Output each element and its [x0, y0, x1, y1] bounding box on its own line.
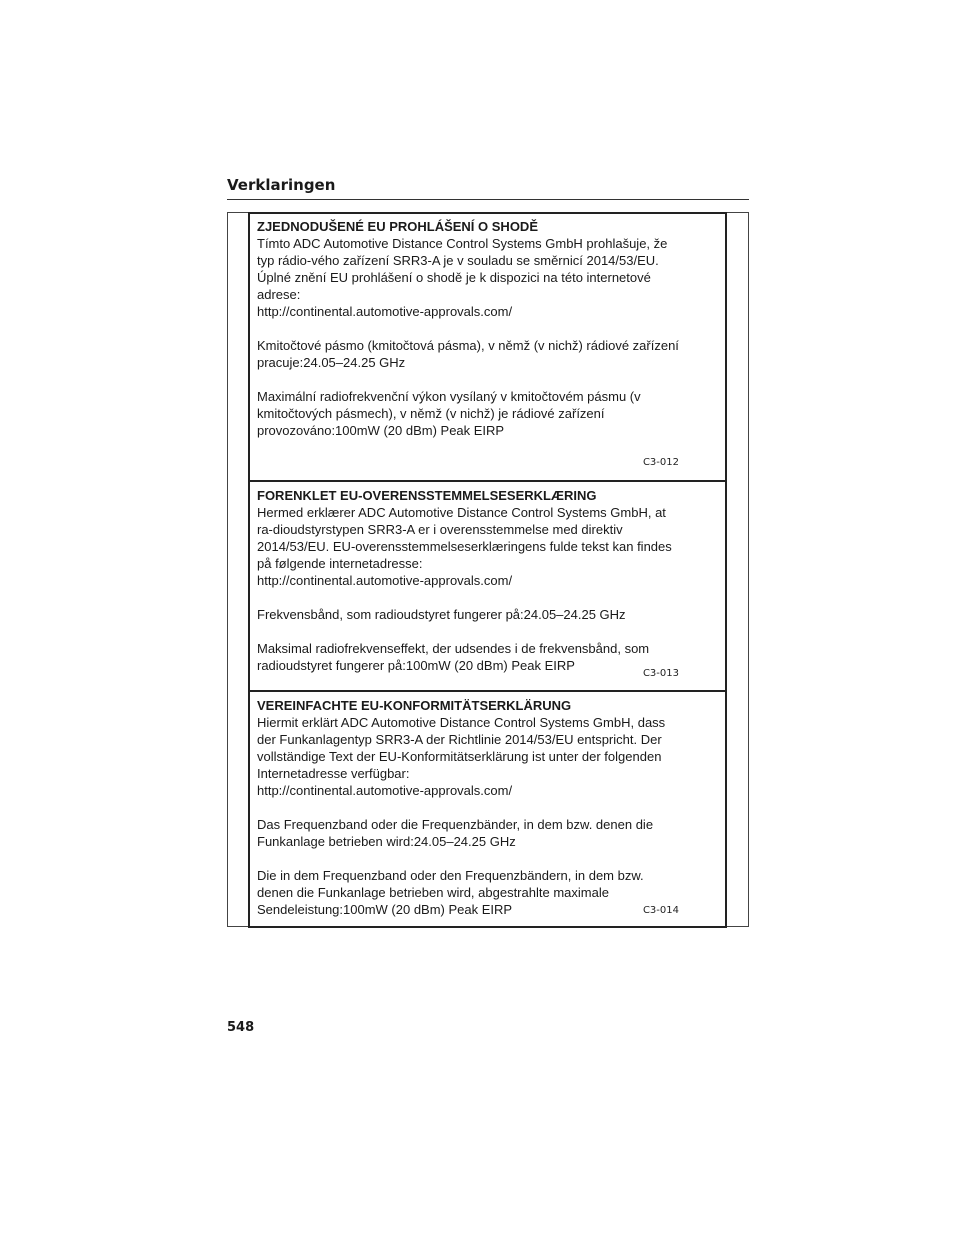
declaration-line: typ rádio-vého zařízení SRR3-A je v souladu se směrnicí 2014/53/EU.	[257, 253, 659, 268]
declaration-block-danish	[250, 480, 725, 690]
paragraph-gap	[257, 799, 697, 816]
declaration-line: Hermed erklærer ADC Automotive Distance Control Systems GmbH, at	[257, 505, 666, 520]
declaration-line: pracuje:24.05–24.25 GHz	[257, 355, 406, 370]
paragraph-gap	[257, 623, 697, 640]
paragraph-gap	[257, 850, 697, 867]
declaration-url: http://continental.automotive-approvals.com/	[257, 304, 513, 319]
title-divider	[227, 199, 749, 200]
declaration-heading: FORENKLET EU-OVERENSSTEMMELSESERKLÆRING	[257, 488, 597, 503]
declaration-line: der Funkanlagentyp SRR3-A der Richtlinie 2014/53/EU entspricht. Der	[257, 732, 662, 747]
declaration-line: Frekvensbånd, som radioudstyret fungerer på:24.05–24.25 GHz	[257, 607, 626, 622]
reference-code: C3-013	[642, 668, 679, 679]
declaration-line: kmitočtových pásmech), v němž (v nichž) je rádiové zařízení	[257, 406, 605, 421]
declaration-line: Internetadresse verfügbar:	[257, 766, 410, 781]
declaration-heading: VEREINFACHTE EU-KONFORMITÄTSERKLÄRUNG	[257, 698, 572, 713]
declaration-line: Funkanlage betrieben wird:24.05–24.25 GHz	[257, 834, 516, 849]
paragraph-gap	[257, 371, 697, 388]
declaration-line: Hiermit erklärt ADC Automotive Distance Control Systems GmbH, dass	[257, 715, 666, 730]
declaration-line: ra-dioudstyrstypen SRR3-A er i overensstemmelse med direktiv	[257, 522, 623, 537]
declaration-line: radioudstyret fungerer på:100mW (20 dBm) Peak EIRP	[257, 658, 575, 673]
declaration-line: på følgende internetadresse:	[257, 556, 423, 571]
section-title: Verklaringen	[227, 176, 336, 194]
declaration-line: vollständige Text der EU-Konformitätserklärung ist unter der folgenden	[257, 749, 662, 764]
declaration-line: Die in dem Frequenzband oder den Frequenzbändern, in dem bzw.	[257, 868, 644, 883]
declaration-content	[257, 697, 697, 918]
paragraph-gap	[257, 320, 697, 337]
declaration-line: Kmitočtové pásmo (kmitočtová pásma), v němž (v nichž) rádiové zařízení	[257, 338, 679, 353]
paragraph-gap	[257, 589, 697, 606]
declaration-line: Úplné znění EU prohlášení o shodě je k dispozici na této internetové	[257, 270, 651, 285]
declaration-line: adrese:	[257, 287, 301, 302]
reference-code: C3-014	[642, 905, 679, 916]
declaration-block-german	[250, 690, 725, 926]
declaration-line: 2014/53/EU. EU-overensstemmelseserklæringens fulde tekst kan findes	[257, 539, 672, 554]
declaration-line: denen die Funkanlage betrieben wird, abgestrahlte maximale	[257, 885, 609, 900]
declaration-heading: ZJEDNODUŠENÉ EU PROHLÁŠENÍ O SHODĚ	[257, 219, 538, 234]
declaration-url: http://continental.automotive-approvals.com/	[257, 783, 513, 798]
declarations-table	[248, 212, 727, 928]
declaration-line: Sendeleistung:100mW (20 dBm) Peak EIRP	[257, 902, 513, 917]
declaration-line: Maximální radiofrekvenční výkon vysílaný v kmitočtovém pásmu (v	[257, 389, 641, 404]
declaration-line: provozováno:100mW (20 dBm) Peak EIRP	[257, 423, 505, 438]
declaration-content	[257, 487, 697, 674]
declaration-content	[257, 218, 697, 439]
declaration-block-czech	[250, 214, 725, 480]
declaration-line: Maksimal radiofrekvenseffekt, der udsendes i de frekvensbånd, som	[257, 641, 650, 656]
declaration-url: http://continental.automotive-approvals.com/	[257, 573, 513, 588]
reference-code: C3-012	[642, 457, 679, 468]
declaration-line: Das Frequenzband oder die Frequenzbänder, in dem bzw. denen die	[257, 817, 654, 832]
declaration-line: Tímto ADC Automotive Distance Control Systems GmbH prohlašuje, že	[257, 236, 668, 251]
page-number: 548	[227, 1020, 255, 1035]
